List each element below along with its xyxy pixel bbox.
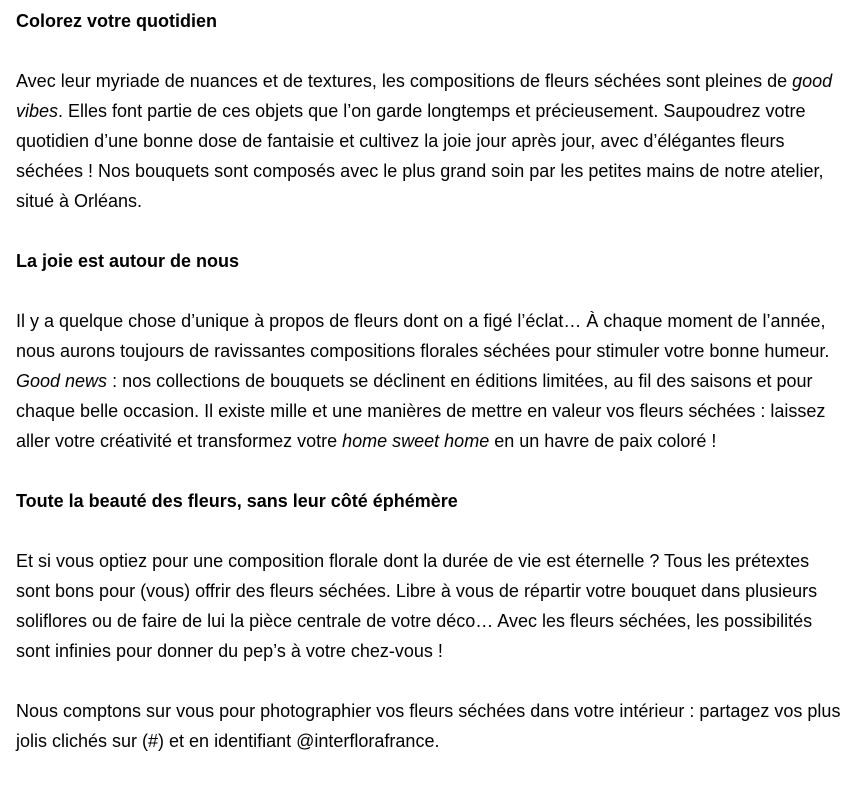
section-paragraph — [16, 66, 846, 216]
section-paragraph — [16, 306, 846, 456]
document-body — [16, 6, 846, 756]
paragraph-text: Avec leur myriade de nuances et de textures, les compositions de fleurs séchées sont pleines de — [16, 71, 793, 91]
paragraph-text: . Elles font partie de ces objets que l’on garde longtemps et précieusement. Saupoudrez votre quotidien d’une bonne dose de fantaisie et cultivez la joie jour après jour, avec d’élégantes fleurs séchées ! Nos bouquets sont composés avec le plus grand soin par les petites mains de notre atelier, situé à Orléans. — [16, 101, 824, 211]
section-paragraph: Et si vous optiez pour une composition florale dont la durée de vie est éternelle ? Tous les prétextes sont bons pour (vous) offrir des fleurs séchées. Libre à vous de répartir votre bouquet dans plusieurs soliflores ou de faire de lui la pièce centrale de votre déco… Avec les fleurs séchées, les possibilités sont infinies pour donner du pep’s à votre chez-vous ! — [16, 551, 818, 661]
paragraph-italic-text: Good news — [16, 371, 108, 391]
section-paragraph: Nous comptons sur vous pour photographier vos fleurs séchées dans votre intérieur : partagez vos plus jolis clichés sur (#) et en identifiant @interflorafrance. — [16, 701, 841, 751]
paragraph-text: : nos collections de bouquets se déclinent en éditions limitées, au fil des saisons et pour chaque belle occasion. Il existe mille et une manières de mettre en valeur vos fleurs séchées : laissez aller votre créativité et transformez votre — [16, 371, 826, 451]
section-heading: La joie est autour de nous — [16, 251, 240, 271]
paragraph-text: Il y a quelque chose d’unique à propos de fleurs dont on a figé l’éclat… À chaque moment de l’année, nous aurons toujours de ravissantes compositions florales séchées pour stimuler votre bonne humeur. — [16, 311, 830, 361]
paragraph-text: en un havre de paix coloré ! — [489, 431, 717, 451]
paragraph-italic-text: home sweet home — [342, 431, 490, 451]
section-heading: Toute la beauté des fleurs, sans leur côté éphémère — [16, 491, 458, 511]
paragraph-italic-text: good vibes — [16, 71, 833, 121]
section-heading: Colorez votre quotidien — [16, 11, 218, 31]
